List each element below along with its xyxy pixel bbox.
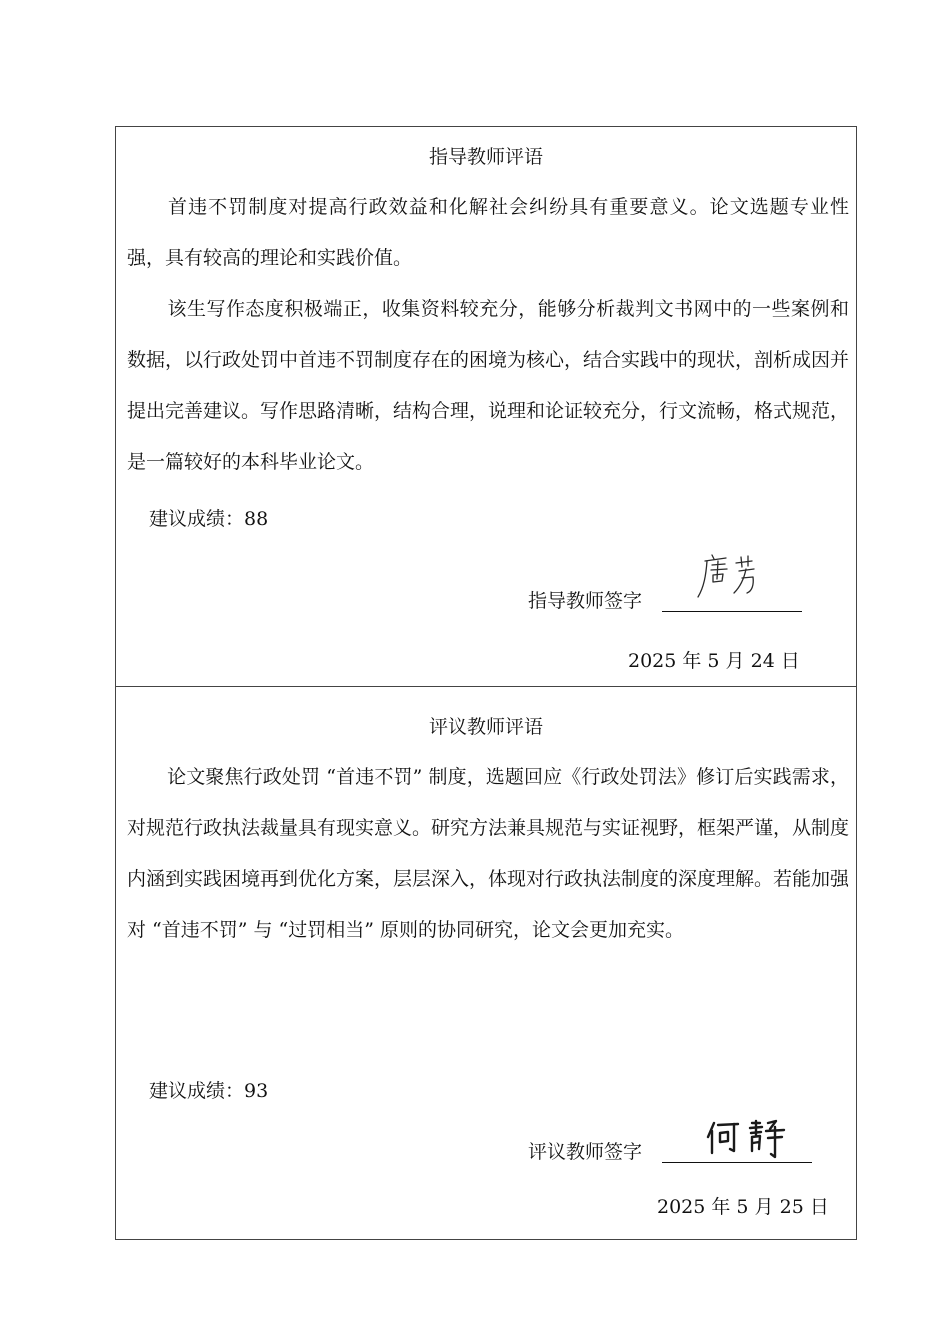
advisor-paragraph-2 bbox=[127, 284, 849, 488]
reviewer-grade: 建议成绩：93 bbox=[149, 1080, 269, 1102]
reviewer-heading: 评议教师评语 bbox=[428, 716, 543, 738]
reviewer-signature-label: 评议教师签字 bbox=[528, 1141, 643, 1163]
advisor-date: 2025 年 5 月 24 日 bbox=[628, 650, 800, 672]
reviewer-paragraph-1 bbox=[127, 752, 849, 956]
reviewer-section bbox=[116, 687, 856, 1239]
advisor-paragraph-1-text: 首违不罚制度对提高行政效益和化解社会纠纷具有重要意义。论文选题专业性强，具有较高的理论和实践价值。 bbox=[127, 196, 849, 269]
advisor-paragraph-2-text: 该生写作态度积极端正，收集资料较充分，能够分析裁判文书网中的一些案例和数据，以行政处罚中首违不罚制度存在的困境为核心，结合实践中的现状，剖析成因并提出完善建议。写作思路清晰，结构合理，说理和论证较充分，行文流畅，格式规范，是一篇较好的本科毕业论文。 bbox=[127, 298, 850, 473]
reviewer-paragraph-1-text: 论文聚焦行政处罚 “首违不罚” 制度，选题回应《行政处罚法》修订后实践需求，对规范行政执法裁量具有现实意义。研究方法兼具规范与实证视野，框架严谨，从制度内涵到实践困境再到优化方案，层层深入，体现对行政执法制度的深度理解。若能加强对 “首违不罚” 与 “过罚相当” 原则的协同研究，论文会更加充实。 bbox=[127, 766, 850, 941]
advisor-signature-line bbox=[662, 611, 802, 612]
reviewer-signature-image bbox=[700, 1117, 790, 1163]
advisor-grade: 建议成绩：88 bbox=[149, 508, 269, 530]
reviewer-date: 2025 年 5 月 25 日 bbox=[657, 1196, 829, 1218]
evaluation-form bbox=[115, 126, 857, 1240]
advisor-paragraph-1 bbox=[127, 182, 849, 284]
advisor-section bbox=[116, 127, 856, 686]
advisor-signature-label: 指导教师签字 bbox=[528, 590, 643, 612]
advisor-heading: 指导教师评语 bbox=[428, 146, 543, 168]
advisor-signature-image bbox=[692, 549, 772, 605]
